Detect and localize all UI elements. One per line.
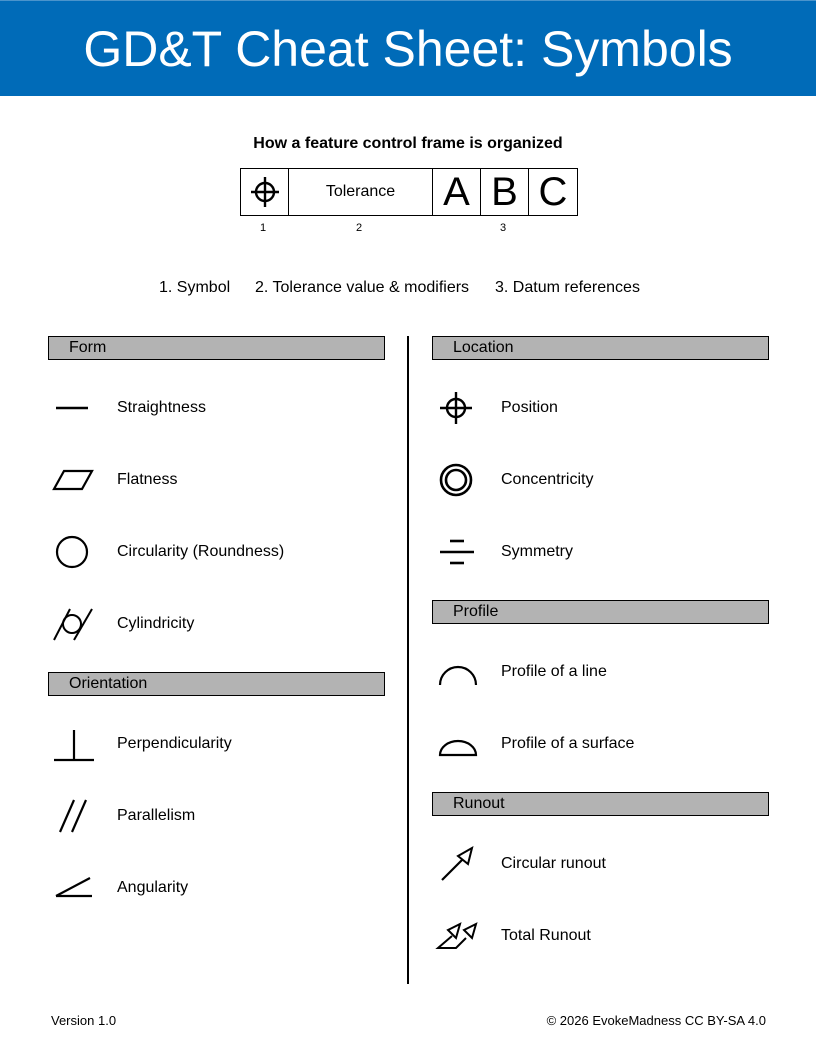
symbol-label: Cylindricity — [117, 615, 195, 632]
section-header-runout: Runout — [432, 792, 769, 816]
symbol-label: Perpendicularity — [117, 735, 232, 752]
position-icon — [438, 390, 474, 426]
fcf-datum-a: A — [433, 169, 481, 215]
symbol-item-perpendicularity — [48, 724, 232, 764]
fcf-number-2: 2 — [356, 222, 363, 234]
symbol-item-profile-line — [432, 652, 607, 692]
symbol-label: Circular runout — [501, 855, 606, 872]
fcf-symbol-cell — [241, 169, 289, 215]
straightness-icon — [52, 398, 92, 418]
circular-runout-icon — [434, 844, 478, 884]
symbol-item-concentricity — [432, 460, 594, 500]
perpendicularity-icon — [50, 726, 94, 762]
circularity-icon — [52, 534, 92, 570]
symbol-item-cylindricity — [48, 604, 195, 644]
profile-surface-icon — [434, 729, 478, 759]
symbol-item-parallelism — [48, 796, 196, 836]
symbol-label: Flatness — [117, 471, 178, 488]
section-header-profile: Profile — [432, 600, 769, 624]
profile-line-icon — [434, 657, 478, 687]
symbol-item-symmetry — [432, 532, 573, 572]
symbol-item-total-runout — [432, 916, 591, 956]
symbol-label: Profile of a line — [501, 663, 607, 680]
symbol-label: Concentricity — [501, 471, 594, 488]
symbol-item-profile-surface — [432, 724, 635, 764]
fcf-tolerance-cell: Tolerance — [289, 169, 433, 215]
symbol-item-angularity — [48, 868, 189, 908]
symbol-label: Symmetry — [501, 543, 573, 560]
footer-copyright: © 2026 EvokeMadness CC BY-SA 4.0 — [546, 1013, 766, 1028]
symbol-item-straightness — [48, 388, 206, 428]
section-header-form: Form — [48, 336, 385, 360]
symbol-label: Parallelism — [117, 807, 196, 824]
total-runout-icon — [432, 916, 480, 956]
position-icon — [249, 175, 281, 209]
section-header-location: Location — [432, 336, 769, 360]
symbol-item-circular-runout — [432, 844, 606, 884]
symbol-label: Circularity (Roundness) — [117, 543, 285, 560]
header-banner — [0, 0, 816, 96]
concentricity-icon — [438, 462, 474, 498]
symbol-item-position — [432, 388, 558, 428]
legend-tolerance: 2. Tolerance value & modifiers — [255, 279, 470, 296]
legend-datum: 3. Datum references — [495, 279, 640, 296]
fcf-datum-c: C — [538, 169, 568, 214]
symbol-label: Position — [501, 399, 558, 416]
legend-symbol: 1. Symbol — [159, 279, 231, 296]
symbol-item-circularity — [48, 532, 285, 572]
symbol-label: Angularity — [117, 879, 189, 896]
feature-control-frame — [240, 168, 578, 216]
page-title: GD&T Cheat Sheet: Symbols — [83, 21, 733, 77]
cylindricity-icon — [50, 606, 94, 642]
parallelism-icon — [50, 798, 94, 834]
symmetry-icon — [436, 537, 476, 567]
symbol-label: Total Runout — [501, 927, 591, 944]
column-divider — [407, 336, 409, 984]
fcf-datum-b: B — [481, 169, 529, 215]
flatness-icon — [50, 468, 94, 492]
symbol-item-flatness — [48, 460, 178, 500]
fcf-title: How a feature control frame is organized — [253, 135, 563, 152]
symbol-label: Straightness — [117, 399, 206, 416]
symbol-label: Profile of a surface — [501, 735, 635, 752]
angularity-icon — [50, 874, 94, 902]
fcf-number-1: 1 — [260, 222, 267, 234]
footer-version: Version 1.0 — [51, 1013, 117, 1028]
section-header-orientation: Orientation — [48, 672, 385, 696]
fcf-number-3: 3 — [500, 222, 507, 234]
